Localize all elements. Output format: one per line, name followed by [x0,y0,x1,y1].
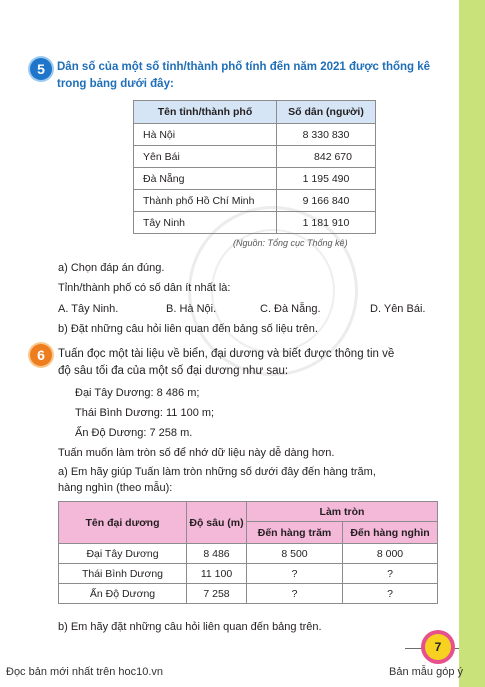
province-name: Hà Nội [134,124,277,146]
table-row [134,190,376,212]
table-row [134,168,376,190]
ocean-depth: 11 100 [187,564,247,584]
question-5-title: Dân số của một số tỉnh/thành phố tính đến năm 2021 được thống kê trong bảng dưới đây: [57,61,431,90]
header-population: Số dân (người) [277,101,376,124]
header-thousands: Đến hàng nghìn [343,522,438,544]
data-source: (Nguồn: Tổng cục Thống kê) [233,238,348,248]
population-value: 8 330 830 [277,124,376,146]
ocean-depth-table [58,501,438,604]
population-table [133,100,376,234]
province-name: Yên Bái [134,146,277,168]
footer-left-text: Đọc bản mới nhất trên hoc10.vn [6,666,164,678]
option-a: A. Tây Ninh. [58,303,119,315]
rounded-thousands: ? [343,584,438,604]
population-value: 9 166 840 [277,190,376,212]
table-header-row [59,502,438,522]
table-row [59,544,438,564]
q6-part-b: b) Em hãy đặt những câu hỏi liên quan đến bảng trên. [58,621,322,633]
q5-part-a: a) Chọn đáp án đúng. [58,262,165,274]
ocean-name: Thái Bình Dương [59,564,187,584]
rounded-hundreds: ? [247,564,343,584]
fact-pacific: Thái Bình Dương: 11 100 m; [75,407,215,419]
table-row [134,146,376,168]
q5-part-b: b) Đặt những câu hỏi liên quan đến bảng số liệu trên. [58,323,318,335]
population-value: 1 195 490 [277,168,376,190]
table-row [59,564,438,584]
q6-intro-line1: Tuấn đọc một tài liệu về biển, đại dương và biết được thông tin về [58,348,395,360]
q5-question: Tỉnh/thành phố có số dân ít nhất là: [58,282,231,294]
header-hundreds: Đến hàng trăm [247,522,343,544]
page-number-badge: 7 [425,634,451,660]
table-row [134,124,376,146]
header-rounding: Làm tròn [247,502,438,522]
option-b: B. Hà Nội. [166,303,217,315]
province-name: Đà Nẵng [134,168,277,190]
table-row [59,584,438,604]
option-c: C. Đà Nẵng. [260,303,321,315]
ocean-name: Ấn Độ Dương [59,584,187,604]
rounded-hundreds: ? [247,584,343,604]
question-6-badge: 6 [30,344,52,366]
population-value: 1 181 910 [277,212,376,234]
rounded-hundreds: 8 500 [247,544,343,564]
fact-indian: Ấn Độ Dương: 7 258 m. [75,427,193,439]
q6-intro-line2: độ sâu tối đa của một số đại dương như sau: [58,365,289,377]
question-5-badge: 5 [30,58,52,80]
q6-note: Tuấn muốn làm tròn số để nhớ dữ liệu này dễ dàng hơn. [58,447,335,459]
ocean-depth: 8 486 [187,544,247,564]
q6-part-a-line2: hàng nghìn (theo mẫu): [58,482,173,494]
province-name: Thành phố Hồ Chí Minh [134,190,277,212]
fact-atlantic: Đại Tây Dương: 8 486 m; [75,387,200,399]
header-province: Tên tỉnh/thành phố [134,101,277,124]
ocean-name: Đại Tây Dương [59,544,187,564]
table-row [134,212,376,234]
table-header-row [134,101,376,124]
header-ocean-name: Tên đại dương [59,502,187,544]
province-name: Tây Ninh [134,212,277,234]
header-depth: Độ sâu (m) [187,502,247,544]
ocean-depth: 7 258 [187,584,247,604]
q6-part-a-line1: a) Em hãy giúp Tuấn làm tròn những số dưới đây đến hàng trăm, [58,466,376,478]
rounded-thousands: ? [343,564,438,584]
population-value: 842 670 [277,146,376,168]
rounded-thousands: 8 000 [343,544,438,564]
option-d: D. Yên Bái. [370,303,426,315]
side-color-bar [459,0,485,687]
footer-right-text: Bản mẫu góp ý [389,666,463,678]
